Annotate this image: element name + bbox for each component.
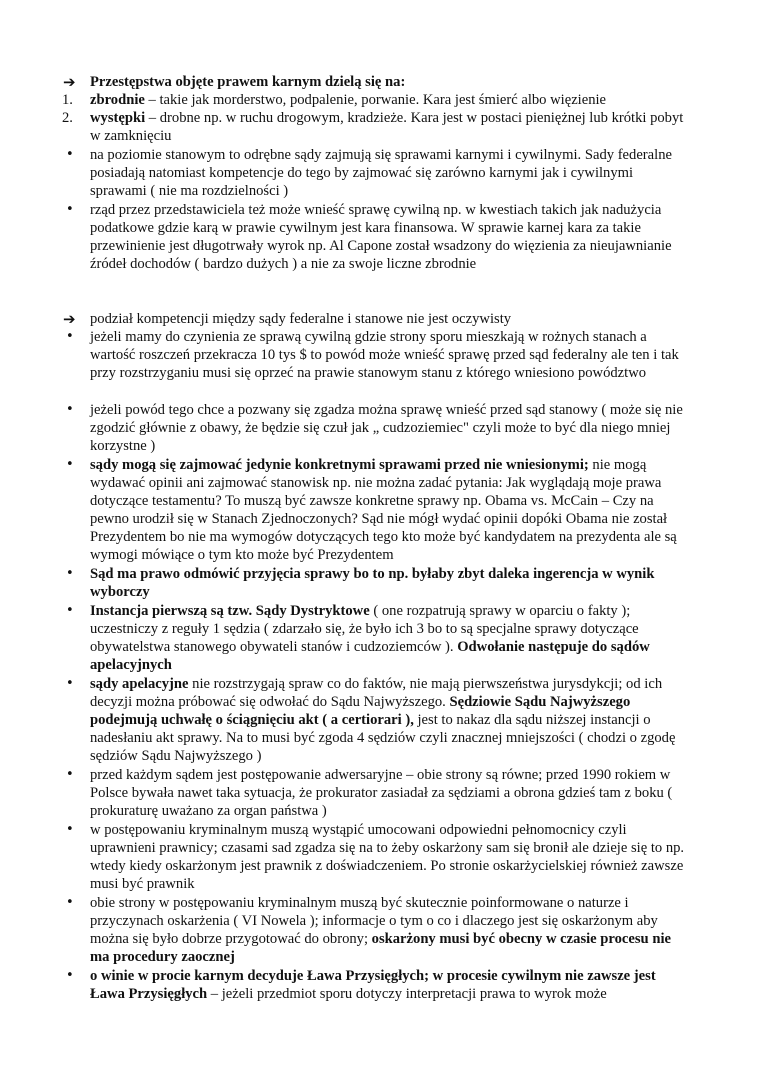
- text-run: jeżeli mamy do czynienia ze sprawą cywilną gdzie strony sporu mieszkają w rożnych stanach a wartość roszczeń przekracza 10 tys $ to powód może wnieść sprawę przed sąd federalny ale ten i tak przy rozstrzyganiu musi się oprzeć na prawie stanowym stanu z którego wniesiono powództwo: [90, 329, 679, 382]
- paragraph-text: [90, 147, 672, 199]
- bullet-icon: •: [66, 676, 74, 691]
- bullet-diversity-jurisdiction: [66, 328, 688, 382]
- bullet-state-court-consent: [66, 401, 688, 455]
- list-number: 2.: [62, 110, 73, 126]
- list-number: 1.: [62, 92, 73, 108]
- bullet-legal-representation: [66, 821, 688, 893]
- text-run: jeżeli powód tego chce a pozwany się zgadza można sprawę wnieść przed sąd stanowy ( może się nie zgodzić głównie z obawy, że będzie się czuł jak „ cudzoziemiec" czyli może to być dla niego mniej korzystne ): [90, 402, 683, 455]
- paragraph-text: [90, 202, 672, 272]
- arrow-bullet-icon: ➔: [63, 310, 76, 328]
- bullet-state-courts: [66, 146, 688, 200]
- bullet-appeal-courts: [66, 675, 688, 765]
- paragraph-text: [90, 74, 405, 90]
- bullet-icon: •: [66, 895, 74, 910]
- bullet-district-courts: [66, 602, 688, 674]
- bold-text-run: występki: [90, 110, 146, 126]
- text-run: na poziomie stanowym to odrębne sądy zajmują się sprawami karnymi i cywilnymi. Sady federalne posiadają natomiast kompetencje do tego by zajmować się zarówno karnymi jak i cywilnymi sprawami ( nie ma rozdzielności ): [90, 147, 672, 200]
- bullet-icon: •: [66, 968, 74, 983]
- bullet-icon: •: [66, 147, 74, 162]
- paragraph-text: [90, 603, 650, 673]
- bullet-icon: •: [66, 457, 74, 472]
- paragraph-text: [90, 110, 683, 144]
- bullet-icon: •: [66, 402, 74, 417]
- text-run: obie strony w postępowaniu kryminalnym muszą być skutecznie poinformowane o naturze i przyczynach oskarżenia ( VI Nowela ); informacje o tym o co i dlaczego jest się oskarżonym aby można się było dobrze przygotować do obrony;: [90, 895, 658, 948]
- bold-text-run: Sąd ma prawo odmówić przyjęcia sprawy bo to np. byłaby zbyt daleka ingerencja w wynik wyborczy: [90, 566, 655, 601]
- bold-text-run: Instancja pierwszą są tzw. Sądy Dystryktowe: [90, 603, 370, 619]
- text-run: rząd przez przedstawiciela też może wnieść sprawę cywilną np. w kwestiach takich jak nadużycia podatkowe gdzie karą w prawie cywilnym jest kara finansowa. W sprawie karnej kara za takie przewinienie jest długotrwały wyrok np. Al Capone został wsadzony do więzienia za nieujawnianie źródeł dochodów ( bardzo dużych ) a nie za swoje liczne zbrodnie: [90, 202, 672, 273]
- bullet-icon: •: [66, 202, 74, 217]
- bullet-icon: •: [66, 603, 74, 618]
- bullet-concrete-cases: [66, 456, 688, 565]
- text-run: przed każdym sądem jest postępowanie adwersaryjne – obie strony są równe; przed 1990 rokiem w Polsce bywała nawet taka sytuacja, że prokurator zasiadał za sędziami a obrona gdzieś tam z boku ( prokuraturę uważano za organ państwa ): [90, 767, 673, 820]
- bullet-icon: •: [66, 329, 74, 344]
- bullet-adversarial-procedure: [66, 766, 688, 820]
- paragraph-text: [90, 676, 675, 764]
- bullet-government-civil: [66, 201, 688, 273]
- bold-text-run: oskarżony musi być obecny w czasie procesu nie ma procedury zaocznej: [90, 931, 671, 966]
- list-item-misdemeanors: [62, 109, 688, 145]
- paragraph-text: [90, 457, 677, 563]
- paragraph-text: [90, 92, 606, 108]
- paragraph-text: [90, 402, 683, 454]
- heading-competence-division: [63, 310, 688, 328]
- bullet-court-refusal: [66, 565, 688, 601]
- bold-text-run: sądy mogą się zajmować jedynie konkretnymi sprawami przed nie wniesionymi;: [90, 457, 589, 473]
- bold-text-run: o winie w procie karnym decyduje Ława Przysięgłych; w procesie cywilnym nie zawsze jest Ława Przysięgłych: [90, 968, 656, 1003]
- paragraph-text: [90, 822, 684, 892]
- list-item-felonies: [62, 91, 688, 109]
- bullet-icon: •: [66, 566, 74, 581]
- paragraph-text: [90, 329, 679, 381]
- text-run: w postępowaniu kryminalnym muszą wystąpić umocowani odpowiedni pełnomocnicy czyli uprawnieni prawnicy; czasami sad zgadza się na to żeby oskarżony sam się bronił ale dzieje się to np. wtedy kiedy oskarżonym jest prawnik z doświadczeniem. Po stronie oskarżycielskiej również zawsze musi być prawnik: [90, 822, 685, 893]
- text-run: – jeżeli przedmiot sporu dotyczy interpretacji prawa to wyrok może: [207, 986, 607, 1003]
- text-run: jest to nakaz dla sądu niższej instancji o nadesłaniu akt sprawy. Na to musi być zgoda 4 sędziów czyli znacznej mniejszości ( chodzi o zgodę sędziów Sądu Najwyższego ): [90, 712, 676, 765]
- text-run: – takie jak morderstwo, podpalenie, porwanie. Kara jest śmierć albo więzienie: [144, 92, 607, 108]
- paragraph-text: [90, 895, 671, 965]
- bullet-icon: •: [66, 822, 74, 837]
- bullet-jury: [66, 967, 688, 1003]
- heading-crimes-division: [63, 73, 688, 91]
- paragraph-text: [90, 968, 656, 1002]
- bold-text-run: Przestępstwa objęte prawem karnym dzielą się na:: [90, 74, 406, 90]
- bold-text-run: Sędziowie Sądu Najwyższego podejmują uchwałę o ściągnięciu akt ( a certiorari ),: [90, 694, 631, 729]
- text-run: ( one rozpatrują sprawy w oparciu o fakty ); uczestniczy z reguły 1 sędzia ( zdarzało się, że było ich 3 bo to są specjalne sprawy dotyczące obywatelstwa stanowego obywateli stanów i cudzoziemców ).: [90, 603, 639, 656]
- bullet-icon: •: [66, 767, 74, 782]
- text-run: podział kompetencji między sądy federalne i stanowe nie jest oczywisty: [90, 311, 512, 327]
- bullet-notification-of-charges: [66, 894, 688, 966]
- bold-text-run: Odwołanie następuje do sądów apelacyjnych: [90, 639, 650, 674]
- text-run: nie rozstrzygają spraw co do faktów, nie mają pierwszeństwa jurysdykcji; od ich decyzji można próbować się odwołać do Sądu Najwyższego.: [90, 676, 663, 711]
- text-run: – drobne np. w ruchu drogowym, kradzieże. Kara jest w postaci pieniężnej lub krótki pobyt w zamknięciu: [90, 110, 684, 145]
- bold-text-run: sądy apelacyjne: [90, 676, 189, 692]
- text-run: nie mogą wydawać opinii ani zajmować stanowisk np. nie można zadać pytania: Jak wyglądają moje prawa dotyczące testamentu? To muszą być zawsze konkretne sprawy np. Obama vs. McCain – Czy na pewno urodził się w Stanach Zjednoczonych? Sąd nie mógł wydać opinii dopóki Obama nie został Prezydentem bo nie ma wymogów dotyczących tego kto może być kandydatem na prezydenta ale są wymogi mówiące o tym kto może być Prezydentem: [90, 457, 677, 564]
- paragraph-text: [90, 311, 511, 327]
- arrow-bullet-icon: ➔: [63, 73, 76, 91]
- paragraph-text: [90, 566, 654, 600]
- bold-text-run: zbrodnie: [90, 92, 145, 108]
- paragraph-text: [90, 767, 672, 819]
